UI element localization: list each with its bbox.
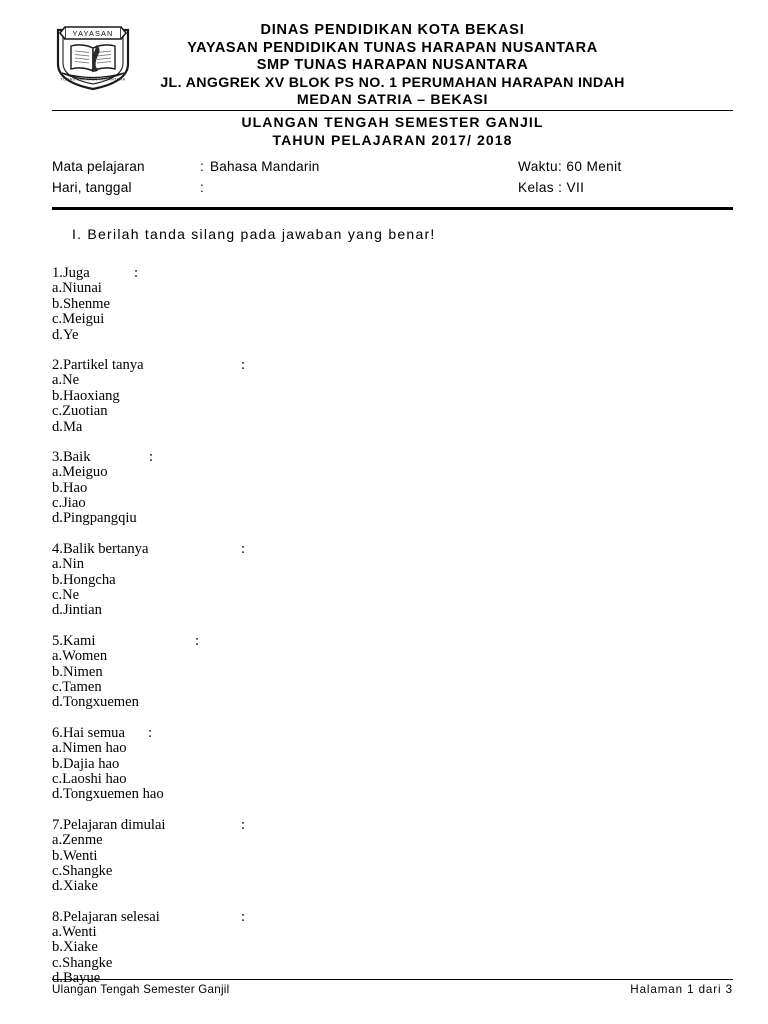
answer-option[interactable]: a.Nimen hao [52, 740, 127, 757]
question-block [52, 818, 612, 895]
answer-option[interactable]: c.Shangke [52, 862, 113, 879]
header-divider-rule [52, 110, 733, 111]
class-value: Kelas : VII [518, 180, 585, 195]
answer-option[interactable]: b.Dajia hao [52, 755, 120, 772]
answer-option[interactable]: b.Haoxiang [52, 387, 120, 404]
question-stem [52, 818, 612, 833]
school-logo [52, 24, 134, 92]
document-header [52, 22, 733, 110]
exam-title-line-2: TAHUN PELAJARAN 2017/ 2018 [272, 132, 513, 148]
answer-option[interactable]: b.Nimen [52, 663, 103, 680]
question-block [52, 358, 612, 435]
question-stem [52, 358, 612, 373]
answer-option[interactable]: c.Jiao [52, 495, 86, 512]
question-colon: : [241, 908, 246, 925]
answer-option[interactable]: a.Wenti [52, 924, 97, 941]
answer-option[interactable]: c.Zuotian [52, 403, 108, 420]
answer-option[interactable]: d.Tongxuemen hao [52, 786, 164, 803]
meta-row-subject [52, 156, 733, 177]
subject-separator: : [200, 159, 204, 174]
question-colon: : [149, 448, 154, 465]
answer-option[interactable]: d.Pingpangqiu [52, 510, 137, 527]
meta-row-date [52, 177, 733, 198]
exam-meta-block [52, 156, 733, 198]
answer-option[interactable]: c.Meigui [52, 311, 105, 328]
question-text: 6.Hai semua [52, 724, 125, 741]
footer-divider-rule [52, 979, 733, 980]
exam-title-line-1: ULANGAN TENGAH SEMESTER GANJIL [241, 114, 544, 130]
meta-divider-rule [52, 207, 733, 210]
footer-page-number: Halaman 1 dari 3 [630, 983, 733, 996]
question-colon: : [195, 632, 200, 649]
answer-option[interactable]: b.Shenme [52, 295, 110, 312]
question-stem [52, 266, 612, 281]
answer-option[interactable]: a.Women [52, 648, 108, 665]
question-block [52, 542, 612, 619]
question-text: 7.Pelajaran dimulai [52, 816, 166, 833]
question-block [52, 726, 612, 803]
svg-text:TUNAS HARAPAN NUSANTARA: TUNAS HARAPAN NUSANTARA [60, 76, 126, 82]
question-text: 4.Balik bertanya [52, 540, 149, 557]
question-stem [52, 634, 612, 649]
section-instruction: I. Berilah tanda silang pada jawaban yang benar! [72, 226, 436, 242]
date-label: Hari, tanggal [52, 180, 132, 195]
answer-option[interactable]: b.Xiake [52, 939, 98, 956]
answer-option[interactable]: c.Laoshi hao [52, 770, 127, 787]
footer-exam-name: Ulangan Tengah Semester Ganjil [52, 983, 230, 996]
question-colon: : [241, 540, 246, 557]
question-colon: : [241, 356, 246, 373]
answer-option[interactable]: b.Wenti [52, 847, 98, 864]
answer-option[interactable]: c.Shangke [52, 954, 113, 971]
school-identity-lines [52, 22, 733, 110]
yayasan-crest-icon [52, 24, 134, 92]
question-text: 1.Juga [52, 265, 90, 281]
answer-option[interactable]: a.Nin [52, 556, 85, 573]
answer-option[interactable]: a.Niunai [52, 280, 102, 297]
question-colon: : [241, 816, 246, 833]
subject-value: Bahasa Mandarin [210, 159, 320, 174]
question-text: 3.Baik [52, 448, 91, 465]
header-line-smp: SMP TUNAS HARAPAN NUSANTARA [256, 57, 529, 74]
date-separator: : [200, 180, 204, 195]
question-colon: : [134, 265, 139, 281]
question-block [52, 634, 612, 711]
answer-option[interactable]: b.Hao [52, 479, 88, 496]
question-block [52, 266, 612, 343]
answer-option[interactable]: c.Tamen [52, 678, 102, 695]
question-colon: : [148, 724, 153, 741]
svg-text:YAYASAN: YAYASAN [72, 29, 114, 39]
question-block [52, 910, 612, 987]
question-stem [52, 726, 612, 741]
question-list [52, 266, 612, 1002]
question-text: 8.Pelajaran selesai [52, 908, 160, 925]
header-line-city: MEDAN SATRIA – BEKASI [296, 92, 489, 109]
duration-value: Waktu: 60 Menit [518, 159, 622, 174]
subject-label: Mata pelajaran [52, 159, 145, 174]
answer-option[interactable]: c.Ne [52, 587, 80, 604]
header-line-dinas: DINAS PENDIDIKAN KOTA BEKASI [260, 22, 525, 38]
answer-option[interactable]: d.Ye [52, 326, 79, 343]
answer-option[interactable]: d.Bayue [52, 970, 101, 987]
answer-option[interactable]: d.Jintian [52, 602, 102, 619]
answer-option[interactable]: a.Meiguo [52, 464, 108, 481]
question-stem [52, 450, 612, 465]
answer-option[interactable]: a.Ne [52, 372, 80, 389]
answer-option[interactable]: d.Ma [52, 418, 83, 435]
question-stem [52, 542, 612, 557]
question-stem [52, 910, 612, 925]
header-line-address: JL. ANGGREK XV BLOK PS NO. 1 PERUMAHAN HARAPAN INDAH [160, 75, 625, 92]
question-text: 5.Kami [52, 632, 96, 649]
answer-option[interactable]: b.Hongcha [52, 571, 116, 588]
header-line-yayasan: YAYASAN PENDIDIKAN TUNAS HARAPAN NUSANTARA [187, 39, 598, 56]
answer-option[interactable]: d.Tongxuemen [52, 694, 139, 711]
answer-option[interactable]: d.Xiake [52, 878, 98, 895]
answer-option[interactable]: a.Zenme [52, 832, 103, 849]
question-block [52, 450, 612, 527]
question-text: 2.Partikel tanya [52, 356, 144, 373]
